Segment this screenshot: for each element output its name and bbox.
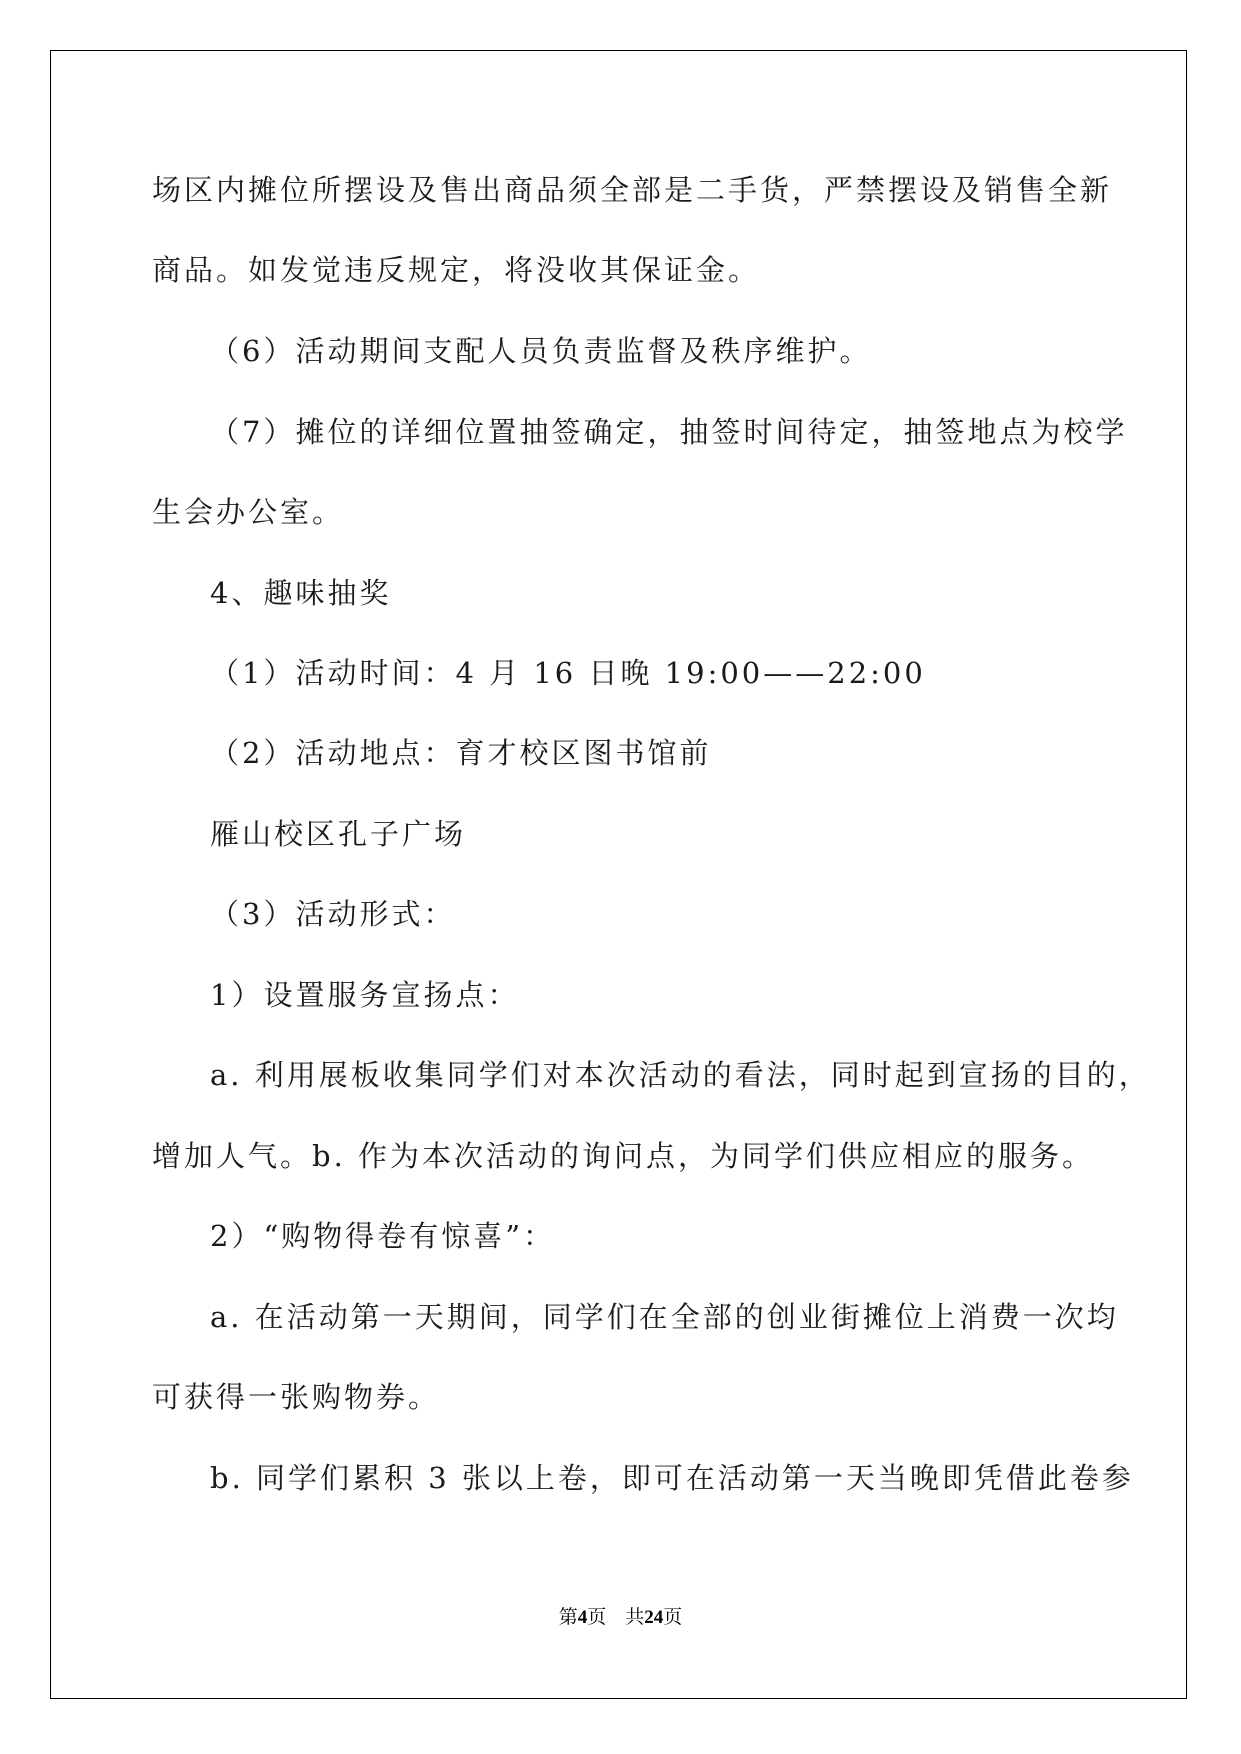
- footer-total-pages: 24: [644, 1607, 664, 1628]
- paragraph-line: （3）活动形式：: [210, 897, 456, 931]
- paragraph-line: 2）“购物得卷有惊喜”：: [210, 1219, 556, 1253]
- paragraph-line: 商品。如发觉违反规定，将没收其保证金。: [152, 253, 761, 287]
- paragraph-line: 可获得一张购物券。: [152, 1380, 441, 1414]
- section-heading: 4、趣味抽奖: [210, 576, 392, 610]
- paragraph-line: 生会办公室。: [152, 495, 345, 529]
- paragraph-line: a. 利用展板收集同学们对本次活动的看法，同时起到宣扬的目的，: [210, 1058, 1151, 1092]
- footer-page-number: 4: [577, 1607, 588, 1628]
- paragraph-line: 1）设置服务宣扬点：: [210, 978, 520, 1012]
- footer-prefix: 第: [558, 1607, 578, 1628]
- paragraph-line: （1）活动时间：4 月 16 日晚 19:00——22:00: [210, 656, 926, 690]
- paragraph-line: 场区内摊位所摆设及售出商品须全部是二手货，严禁摆设及销售全新: [152, 173, 1113, 207]
- paragraph-line: （2）活动地点：育才校区图书馆前: [210, 736, 712, 770]
- paragraph-line: （7）摊位的详细位置抽签确定，抽签时间待定，抽签地点为校学: [210, 415, 1128, 449]
- page-footer: [0, 1602, 1241, 1629]
- page-border: [50, 50, 1187, 1699]
- footer-suffix: 页: [663, 1607, 683, 1628]
- paragraph-line: （6）活动期间支配人员负责监督及秩序维护。: [210, 334, 872, 368]
- footer-middle: 页 共: [587, 1607, 645, 1628]
- paragraph-line: a. 在活动第一天期间，同学们在全部的创业街摊位上消费一次均: [210, 1300, 1119, 1334]
- paragraph-line: 雁山校区孔子广场: [210, 817, 467, 851]
- paragraph-line: 增加人气。b. 作为本次活动的询问点，为同学们供应相应的服务。: [152, 1139, 1095, 1173]
- paragraph-line: b. 同学们累积 3 张以上卷，即可在活动第一天当晚即凭借此卷参: [210, 1461, 1134, 1495]
